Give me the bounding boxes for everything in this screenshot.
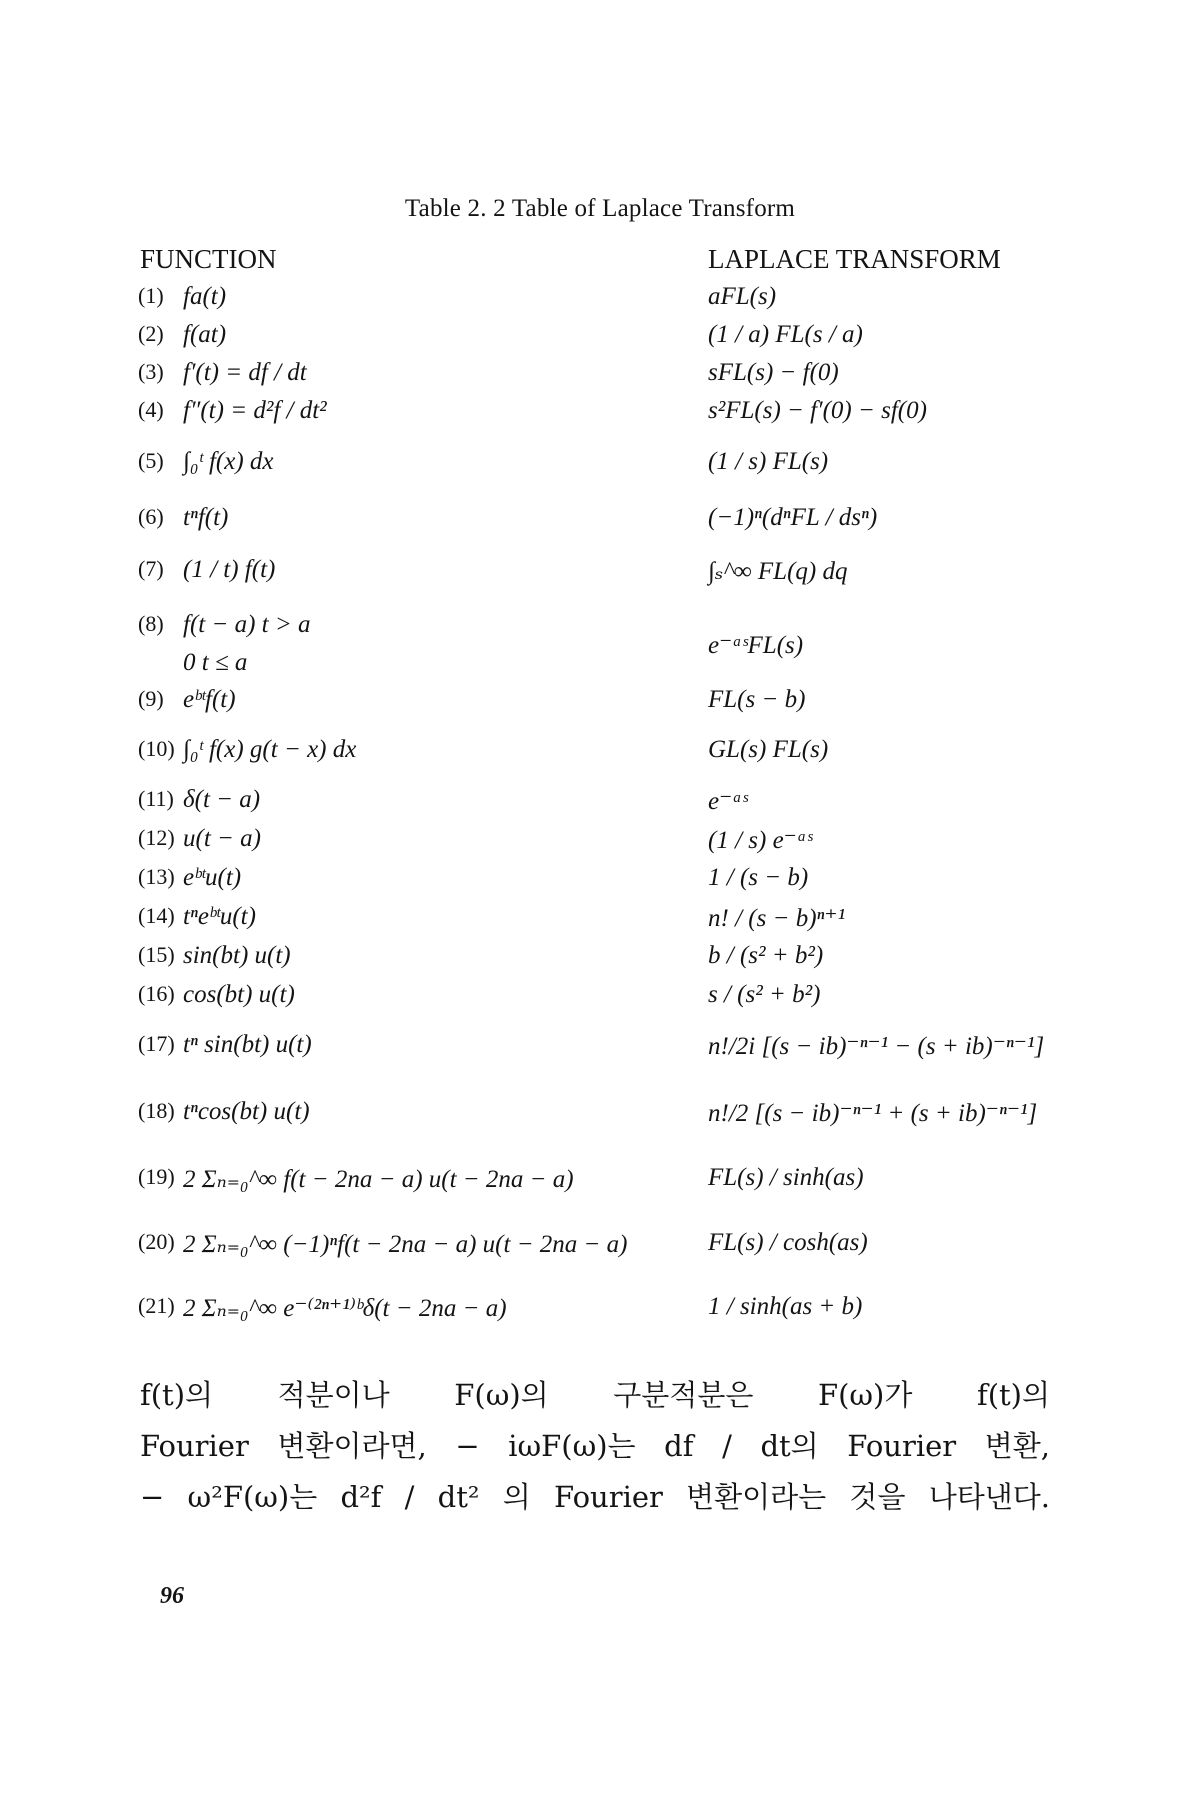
paragraph-line: f(t)의 적분이나 F(ω)의 구분적분은 F(ω)가 f(t)의 bbox=[140, 1378, 1050, 1412]
function-cell: sin(bt) u(t) bbox=[183, 942, 291, 969]
function-cell-second-line: 0 t ≤ a bbox=[183, 649, 248, 676]
table-row bbox=[0, 864, 1200, 898]
transform-cell: 1 / sinh(as + b) bbox=[708, 1293, 863, 1320]
transform-cell: aFL(s) bbox=[708, 283, 777, 310]
page-number: 96 bbox=[160, 1583, 184, 1609]
table-row bbox=[0, 903, 1200, 937]
function-cell: cos(bt) u(t) bbox=[183, 981, 295, 1008]
row-number: (6) bbox=[138, 504, 164, 529]
function-cell: eᵇᵗu(t) bbox=[183, 864, 242, 891]
transform-cell: b / (s² + b²) bbox=[708, 942, 824, 969]
transform-cell: s²FL(s) − f′(0) − sf(0) bbox=[708, 397, 927, 424]
transform-cell: n!/2 [(s − ib)⁻ⁿ⁻¹ + (s + ib)⁻ⁿ⁻¹] bbox=[708, 1100, 1038, 1127]
transform-cell: (1 / s) e⁻ᵃˢ bbox=[708, 827, 813, 854]
transform-cell: FL(s) / sinh(as) bbox=[708, 1164, 864, 1191]
transform-cell: n!/2i [(s − ib)⁻ⁿ⁻¹ − (s + ib)⁻ⁿ⁻¹] bbox=[708, 1033, 1045, 1060]
row-number: (10) bbox=[138, 736, 175, 761]
table-row bbox=[0, 611, 1200, 676]
function-cell: f(t − a) t > a bbox=[183, 611, 311, 638]
row-number: (3) bbox=[138, 359, 164, 384]
function-cell: 2 Σₙ₌₀^∞ f(t − 2na − a) u(t − 2na − a) bbox=[183, 1166, 574, 1193]
table-row bbox=[0, 283, 1200, 317]
table-row bbox=[0, 786, 1200, 820]
transform-cell: FL(s) / cosh(as) bbox=[708, 1229, 868, 1256]
table-row bbox=[0, 1293, 1200, 1327]
function-cell: 2 Σₙ₌₀^∞ e⁻⁽²ⁿ⁺¹⁾ᵇδ(t − 2na − a) bbox=[183, 1295, 507, 1322]
table-row bbox=[0, 504, 1200, 538]
table-row bbox=[0, 981, 1200, 1015]
row-number: (1) bbox=[138, 283, 164, 308]
function-cell: f(at) bbox=[183, 321, 227, 348]
function-cell: tⁿeᵇᵗu(t) bbox=[183, 903, 256, 930]
table-row bbox=[0, 1229, 1200, 1263]
transform-cell: (1 / s) FL(s) bbox=[708, 448, 829, 475]
table-row bbox=[0, 448, 1200, 482]
paragraph-line: − ω²F(ω)는 d²f / dt² 의 Fourier 변환이라는 것을 나타낸다. bbox=[140, 1480, 1050, 1514]
table-row bbox=[0, 1098, 1200, 1132]
row-number: (13) bbox=[138, 864, 175, 889]
table-row bbox=[0, 1031, 1200, 1065]
row-number: (11) bbox=[138, 786, 174, 811]
table-row bbox=[0, 825, 1200, 859]
transform-cell: e⁻ᵃˢ bbox=[708, 788, 748, 815]
transform-cell: (−1)ⁿ(dⁿFL / dsⁿ) bbox=[708, 504, 878, 531]
table-row bbox=[0, 556, 1200, 590]
row-number: (2) bbox=[138, 321, 164, 346]
function-cell: f′(t) = df / dt bbox=[183, 359, 307, 386]
row-number: (8) bbox=[138, 611, 164, 636]
table-row bbox=[0, 942, 1200, 976]
function-cell: tⁿ sin(bt) u(t) bbox=[183, 1031, 312, 1058]
function-cell: ∫₀ᵗ f(x) g(t − x) dx bbox=[183, 736, 357, 763]
table-row bbox=[0, 397, 1200, 431]
function-cell: u(t − a) bbox=[183, 825, 261, 852]
transform-cell: ∫ₛ^∞ FL(q) dq bbox=[708, 558, 848, 585]
function-cell: tⁿf(t) bbox=[183, 504, 229, 531]
row-number: (19) bbox=[138, 1164, 175, 1189]
transform-cell: 1 / (s − b) bbox=[708, 864, 809, 891]
table-row bbox=[0, 321, 1200, 355]
transform-cell: FL(s − b) bbox=[708, 686, 806, 713]
function-cell: (1 / t) f(t) bbox=[183, 556, 276, 583]
row-number: (5) bbox=[138, 448, 164, 473]
row-number: (4) bbox=[138, 397, 164, 422]
transform-cell: (1 / a) FL(s / a) bbox=[708, 321, 863, 348]
table-row bbox=[0, 736, 1200, 770]
table-row bbox=[0, 686, 1200, 720]
row-number: (21) bbox=[138, 1293, 175, 1318]
table-row bbox=[0, 1164, 1200, 1198]
table-row bbox=[0, 359, 1200, 393]
transform-cell: e⁻ᵃˢFL(s) bbox=[708, 632, 804, 659]
function-cell: 2 Σₙ₌₀^∞ (−1)ⁿf(t − 2na − a) u(t − 2na − a) bbox=[183, 1231, 628, 1258]
row-number: (9) bbox=[138, 686, 164, 711]
function-cell: f″(t) = d²f / dt² bbox=[183, 397, 327, 424]
paragraph-line: Fourier 변환이라면, − iωF(ω)는 df / dt의 Fourier 변환, bbox=[140, 1429, 1050, 1463]
transform-cell: sFL(s) − f(0) bbox=[708, 359, 839, 386]
function-cell: eᵇᵗf(t) bbox=[183, 686, 236, 713]
transform-cell: GL(s) FL(s) bbox=[708, 736, 829, 763]
table-caption: Table 2. 2 Table of Laplace Transform bbox=[404, 195, 796, 222]
row-number: (16) bbox=[138, 981, 175, 1006]
row-number: (15) bbox=[138, 942, 175, 967]
row-number: (14) bbox=[138, 903, 175, 928]
row-number: (18) bbox=[138, 1098, 175, 1123]
function-cell: fa(t) bbox=[183, 283, 227, 310]
row-number: (7) bbox=[138, 556, 164, 581]
row-number: (20) bbox=[138, 1229, 175, 1254]
laplace-column-header: LAPLACE TRANSFORM bbox=[708, 244, 1001, 274]
function-cell: ∫₀ᵗ f(x) dx bbox=[183, 448, 274, 475]
function-column-header: FUNCTION bbox=[140, 244, 277, 274]
function-cell: tⁿcos(bt) u(t) bbox=[183, 1098, 310, 1125]
row-number: (17) bbox=[138, 1031, 175, 1056]
transform-cell: n! / (s − b)ⁿ⁺¹ bbox=[708, 905, 846, 932]
transform-cell: s / (s² + b²) bbox=[708, 981, 821, 1008]
function-cell: δ(t − a) bbox=[183, 786, 261, 813]
row-number: (12) bbox=[138, 825, 175, 850]
